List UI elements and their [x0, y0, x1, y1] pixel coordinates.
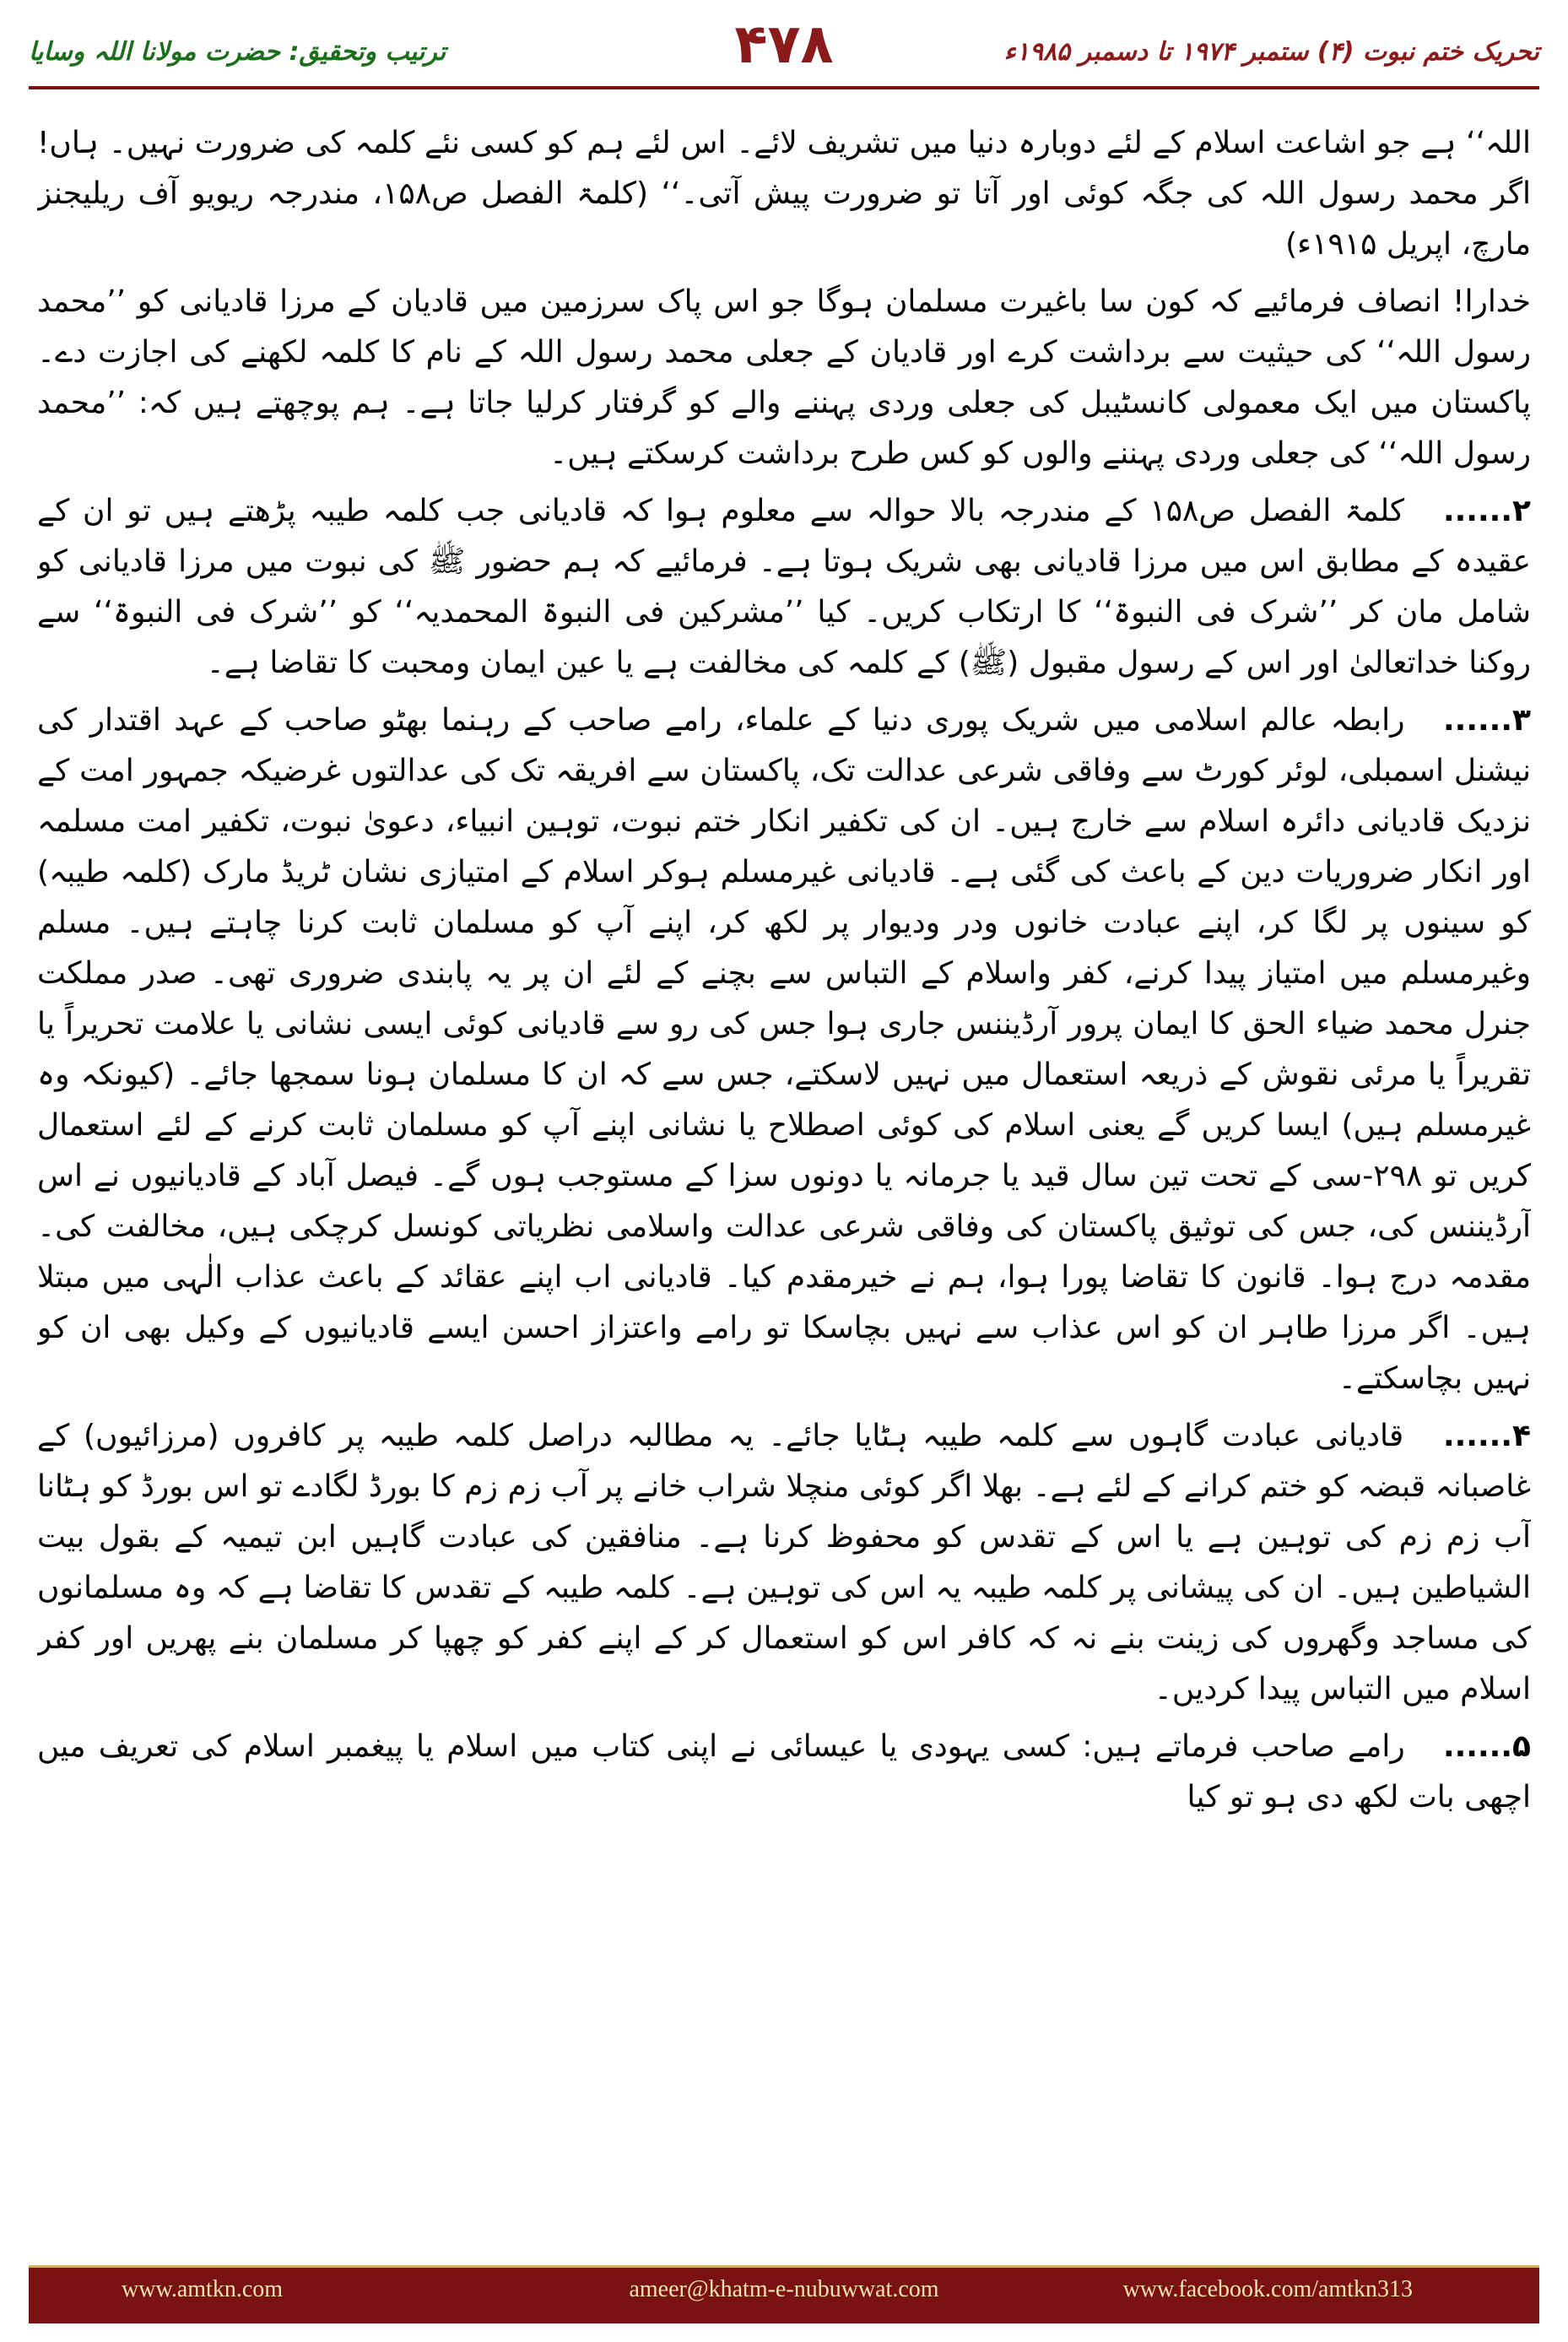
paragraph	[37, 118, 1531, 270]
list-item	[37, 1411, 1531, 1715]
item-text: رامے صاحب فرماتے ہیں: کسی یہودی یا عیسائی نے اپنی کتاب میں اسلام یا پیغمبر اسلام کی تعریف میں اچھی بات لکھ دی ہو تو کیا	[37, 1729, 1531, 1815]
quote-text: اللہ‘‘ ہے جو اشاعت اسلام کے لئے دوبارہ دنیا میں تشریف لائے۔ اس لئے ہم کو کسی نئے کلمہ کی ضرورت نہیں۔ ہاں! اگر محمد رسول اللہ کی جگہ کوئی اور آتا تو ضرورت پیش آتی۔‘‘	[37, 126, 1531, 211]
item-number: ۵......	[1442, 1729, 1531, 1764]
list-item	[37, 486, 1531, 689]
item-number: ۲......	[1442, 494, 1531, 528]
email-link[interactable]: ameer@khatm-e-nubuwwat.com	[629, 2276, 939, 2302]
page-header	[29, 14, 1539, 89]
paragraph: خدارا! انصاف فرمائیے کہ کون سا باغیرت مسلمان ہوگا جو اس پاک سرزمین میں قادیان کے مرزا قادیانی کو ’’محمد رسول اللہ‘‘ کی حیثیت سے برداشت کرے اور قادیان کے جعلی محمد رسول اللہ کے نام کا کلمہ لکھنے کی اجازت دے۔ پاکستان میں ایک معمولی کانسٹیبل کی جعلی وردی پہننے والے کو گرفتار کرلیا جاتا ہے۔ ہم پوچھتے ہیں کہ: ’’محمد رسول اللہ‘‘ کی جعلی وردی پہننے والوں کو کس طرح برداشت کرسکتے ہیں۔	[37, 284, 1531, 471]
item-text: رابطہ عالم اسلامی میں شریک پوری دنیا کے علماء، رامے صاحب کے رہنما بھٹو صاحب کے عہد اقتدار کی نیشنل اسمبلی، لوئر کورٹ سے وفاقی شرعی عدالت تک، پاکستان سے افریقہ تک کی عدالتوں غرضیکہ جمہور امت کے نزدیک قادیانی دائرہ اسلام سے خارج ہیں۔ ان کی تکفیر انکار ختم نبوت، توہین انبیاء، دعویٰ نبوت، تکفیر امت مسلمہ اور انکار ضروریات دین کے باعث کی گئی ہے۔ قادیانی غیرمسلم ہوکر اسلام کے امتیازی نشان ٹریڈ مارک (کلمہ طیبہ) کو سینوں پر لگا کر، اپنے عبادت خانوں ودر ودیوار پر لکھ کر، اپنے آپ کو مسلمان ثابت کرنا چاہتے ہیں۔ مسلم وغیرمسلم میں امتیاز پیدا کرنے، کفر واسلام کے التباس سے بچنے کے لئے ان پر یہ پابندی ضروری تھی۔ صدر مملکت جنرل محمد ضیاء الحق کا ایمان پرور آرڈیننس جاری ہوا جس کی رو سے قادیانی کوئی ایسی نشانی یا علامت تحریراً یا تقریراً یا مرئی نقوش کے ذریعہ استعمال میں نہیں لاسکتے، جس سے کہ ان کا مسلمان ہونا سمجھا جائے۔ (کیونکہ وہ غیرمسلم ہیں) ایسا کریں گے یعنی اسلام کی کوئی اصطلاح یا نشانی اپنے آپ کو مسلمان ثابت کرنے کے لئے استعمال کریں تو ۲۹۸-سی کے تحت تین سال قید یا جرمانہ یا دونوں سزا کے مستوجب ہوں گے۔ فیصل آباد کے قادیانیوں نے اس آرڈیننس کی، جس کی توثیق پاکستان کی وفاقی شرعی عدالت واسلامی نظریاتی کونسل کرچکی ہیں، مخالفت کی۔ مقدمہ درج ہوا۔ قانون کا تقاضا پورا ہوا، ہم نے خیرمقدم کیا۔ قادیانی اب اپنے عقائد کے باعث عذاب الٰہی میں مبتلا ہیں۔ اگر مرزا طاہر ان کو اس عذاب سے نہیں بچاسکا تو رامے واعتزاز احسن ایسے قادیانیوں کے وکیل بھی ان کو نہیں بچاسکتے۔	[37, 703, 1531, 1396]
book-title: تحریک ختم نبوت (۴) ستمبر ۱۹۷۴ تا دسمبر ۱۹۸۵ء	[1003, 37, 1539, 67]
facebook-link[interactable]: www.facebook.com/amtkn313	[1122, 2276, 1413, 2302]
list-item	[37, 695, 1531, 1404]
page-footer	[29, 2265, 1539, 2323]
item-text: کلمۃ الفصل ص۱۵۸ کے مندرجہ بالا حوالہ سے معلوم ہوا کہ قادیانی جب کلمہ طیبہ پڑھتے ہیں تو ان کے عقیدہ کے مطابق اس میں مرزا قادیانی بھی شریک ہوتا ہے۔ فرمائیے کہ ہم حضور ﷺ کی نبوت میں مرزا قادیانی کو شامل مان کر ’’شرک فی النبوۃ‘‘ کا ارتکاب کریں۔ کیا ’’مشرکین فی النبوۃ المحمدیہ‘‘ کو ’’شرک فی النبوۃ‘‘ سے روکنا خداتعالیٰ اور اس کے رسول مقبول (ﷺ) کے کلمہ کی مخالفت ہے یا عین ایمان ومحبت کا تقاضا ہے۔	[37, 494, 1531, 680]
website-link[interactable]: www.amtkn.com	[122, 2276, 284, 2302]
page-number: ۴۷۸	[734, 14, 834, 76]
item-number: ۴......	[1442, 1419, 1531, 1453]
page-body	[37, 118, 1531, 2247]
citation: (کلمۃ الفصل ص۱۵۸، مندرجہ ریویو آف ریلیجنز مارچ، اپریل ۱۹۱۵ء)	[37, 176, 1531, 262]
list-item	[37, 1722, 1531, 1823]
compiler-credit: ترتیب وتحقیق: حضرت مولانا اللہ وسایا	[29, 37, 446, 67]
item-text: قادیانی عبادت گاہوں سے کلمہ طیبہ ہٹایا جائے۔ یہ مطالبہ دراصل کلمہ طیبہ پر کافروں (مرزائیوں) کے غاصبانہ قبضہ کو ختم کرانے کے لئے ہے۔ بھلا اگر کوئی منچلا شراب خانے پر آب زم زم کا بورڈ لگادے تو اس بورڈ کو ہٹانا آب زم زم کی توہین ہے یا اس کے تقدس کو محفوظ کرنا ہے۔ منافقین کی عبادت گاہیں ابن تیمیہ کے بقول بیت الشیاطین ہیں۔ ان کی پیشانی پر کلمہ طیبہ یہ اس کی توہین ہے۔ کلمہ طیبہ کے تقدس کا تقاضا ہے کہ وہ مسلمانوں کی مساجد وگھروں کی زینت بنے نہ کہ کافر اس کو استعمال کر کے اپنے کفر کو چھپا کر مسلمان بنے پھریں اور کفر اسلام میں التباس پیدا کردیں۔	[37, 1419, 1531, 1706]
item-number: ۳......	[1442, 703, 1531, 738]
